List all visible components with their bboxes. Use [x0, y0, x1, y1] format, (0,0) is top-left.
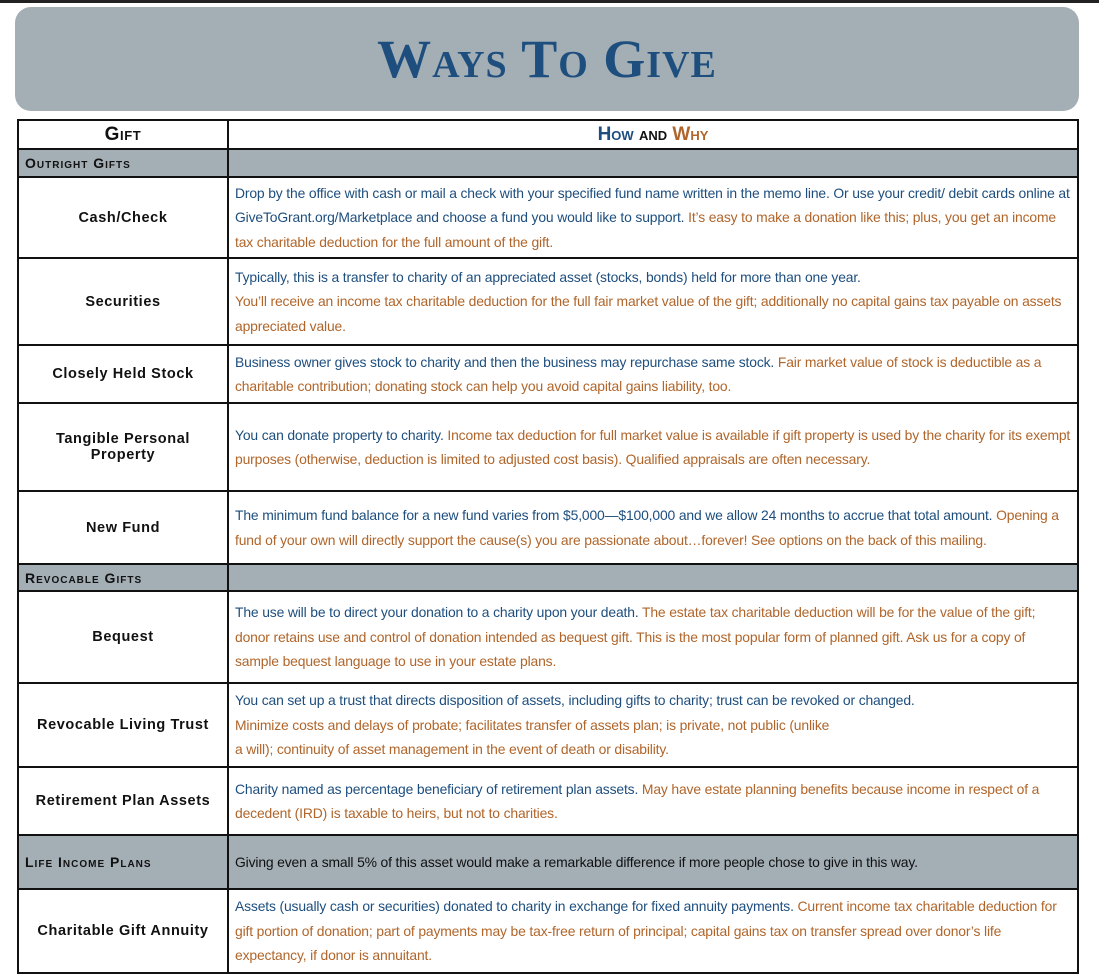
- how-text: The use will be to direct your donation to a charity upon your death.: [235, 604, 639, 621]
- table-row: [18, 591, 1078, 683]
- top-rule: [0, 0, 1099, 3]
- why-text: It’s easy to make a donation like this; plus, you get an income tax charitable deduction for the full amount of the gift.: [235, 209, 1056, 250]
- gift-name: Securities: [18, 258, 228, 345]
- section-label: Life Income Plans: [18, 835, 228, 889]
- description: [228, 403, 1078, 491]
- how-text: The minimum fund balance for a new fund varies from $5,000—$100,000 and we allow 24 months to accrue that total amount.: [235, 507, 993, 523]
- section-label: Revocable Gifts: [18, 564, 228, 591]
- section-revocable: [18, 564, 1078, 591]
- why-text: May have estate planning benefits because income in respect of a decedent (IRD) is taxable to heirs, but not to charities.: [235, 780, 1040, 821]
- table-row: [18, 767, 1078, 835]
- why-text: Income tax deduction for full market value is available if gift property is used by the charity for its exempt purposes (otherwise, deduction is limited to adjusted cost basis). Qualified appraisals are often necessary.: [235, 426, 1071, 467]
- how-text: You can set up a trust that directs disposition of assets, including gifts to charity; trust can be revoked or changed.: [235, 692, 915, 709]
- how-text: Business owner gives stock to charity and then the business may repurchase same stock.: [235, 353, 775, 370]
- gift-name: Closely Held Stock: [18, 345, 228, 403]
- table-row: [18, 403, 1078, 491]
- why-text: Current income tax charitable deduction for gift portion of donation; part of payments may be tax-free return of principal; capital gains tax on transfer spread over donor’s life expectancy, if donor is annuitant.: [235, 898, 1057, 964]
- gift-name: Bequest: [18, 591, 228, 683]
- and-label: and: [638, 123, 668, 145]
- section-life-income: [18, 835, 1078, 889]
- description: [228, 258, 1078, 345]
- section-label: Outright Gifts: [18, 149, 228, 177]
- table-row: [18, 889, 1078, 973]
- table-row: [18, 345, 1078, 403]
- description: [228, 767, 1078, 835]
- description: [228, 491, 1078, 564]
- ways-to-give-table: [17, 119, 1079, 974]
- title-banner: [15, 7, 1079, 111]
- gift-name: Cash/Check: [18, 177, 228, 258]
- why-text: Opening a fund of your own will directly support the cause(s) you are passionate about…forever! See options on the back of this mailing.: [235, 507, 1059, 548]
- gift-name: New Fund: [18, 491, 228, 564]
- section-outright: [18, 149, 1078, 177]
- gift-name: Retirement Plan Assets: [18, 767, 228, 835]
- why-text: The estate tax charitable deduction will be for the value of the gift; donor retains use and control of donation intended as bequest gift. This is the most popular form of planned gift. Ask us for a copy of sample bequest language to use in your estate plans.: [235, 604, 1036, 670]
- table-row: [18, 683, 1078, 767]
- why-text: Fair market value of stock is deductible as a charitable contribution; donating stock can help you avoid capital gains liability, too.: [235, 353, 1042, 394]
- how-text: Assets (usually cash or securities) donated to charity in exchange for fixed annuity payments.: [235, 898, 794, 915]
- how-text: Typically, this is a transfer to charity of an appreciated asset (stocks, bonds) held for more than one year.: [235, 268, 861, 285]
- gift-name: Charitable Gift Annuity: [18, 889, 228, 973]
- why-text: You’ll receive an income tax charitable deduction for the full fair market value of the gift; additionally no capital gains tax payable on assets appreciated value.: [235, 293, 1062, 334]
- why-label: Why: [672, 123, 709, 145]
- description: [228, 591, 1078, 683]
- how-label: How: [597, 123, 634, 145]
- gift-name: Tangible Personal Property: [18, 403, 228, 491]
- description: [228, 889, 1078, 973]
- gift-name: Revocable Living Trust: [18, 683, 228, 767]
- description: [228, 683, 1078, 767]
- how-text: Charity named as percentage beneficiary of retirement plan assets.: [235, 780, 639, 797]
- page-title: Ways To Give: [377, 29, 717, 89]
- section-note: Giving even a small 5% of this asset would make a remarkable difference if more people chose to give in this way.: [228, 835, 1078, 889]
- how-text: Drop by the office with cash or mail a check with your specified fund name written in the memo line. Or use your credit/ debit cards online at GiveToGrant.org/Marketplace and choose a fund you would like to support.: [235, 184, 1070, 226]
- table-header: [18, 120, 1078, 149]
- description: [228, 345, 1078, 403]
- why-text: Minimize costs and delays of probate; facilitates transfer of assets plan; is private, not public (unlike a will); continuity of asset management in the event of death or disability.: [235, 716, 830, 758]
- description: [228, 177, 1078, 258]
- how-text: You can donate property to charity.: [235, 426, 444, 443]
- how-why-column-header: [228, 120, 1078, 149]
- table-row: [18, 177, 1078, 258]
- gift-column-header: Gift: [18, 120, 228, 149]
- table-row: [18, 258, 1078, 345]
- table-row: [18, 491, 1078, 564]
